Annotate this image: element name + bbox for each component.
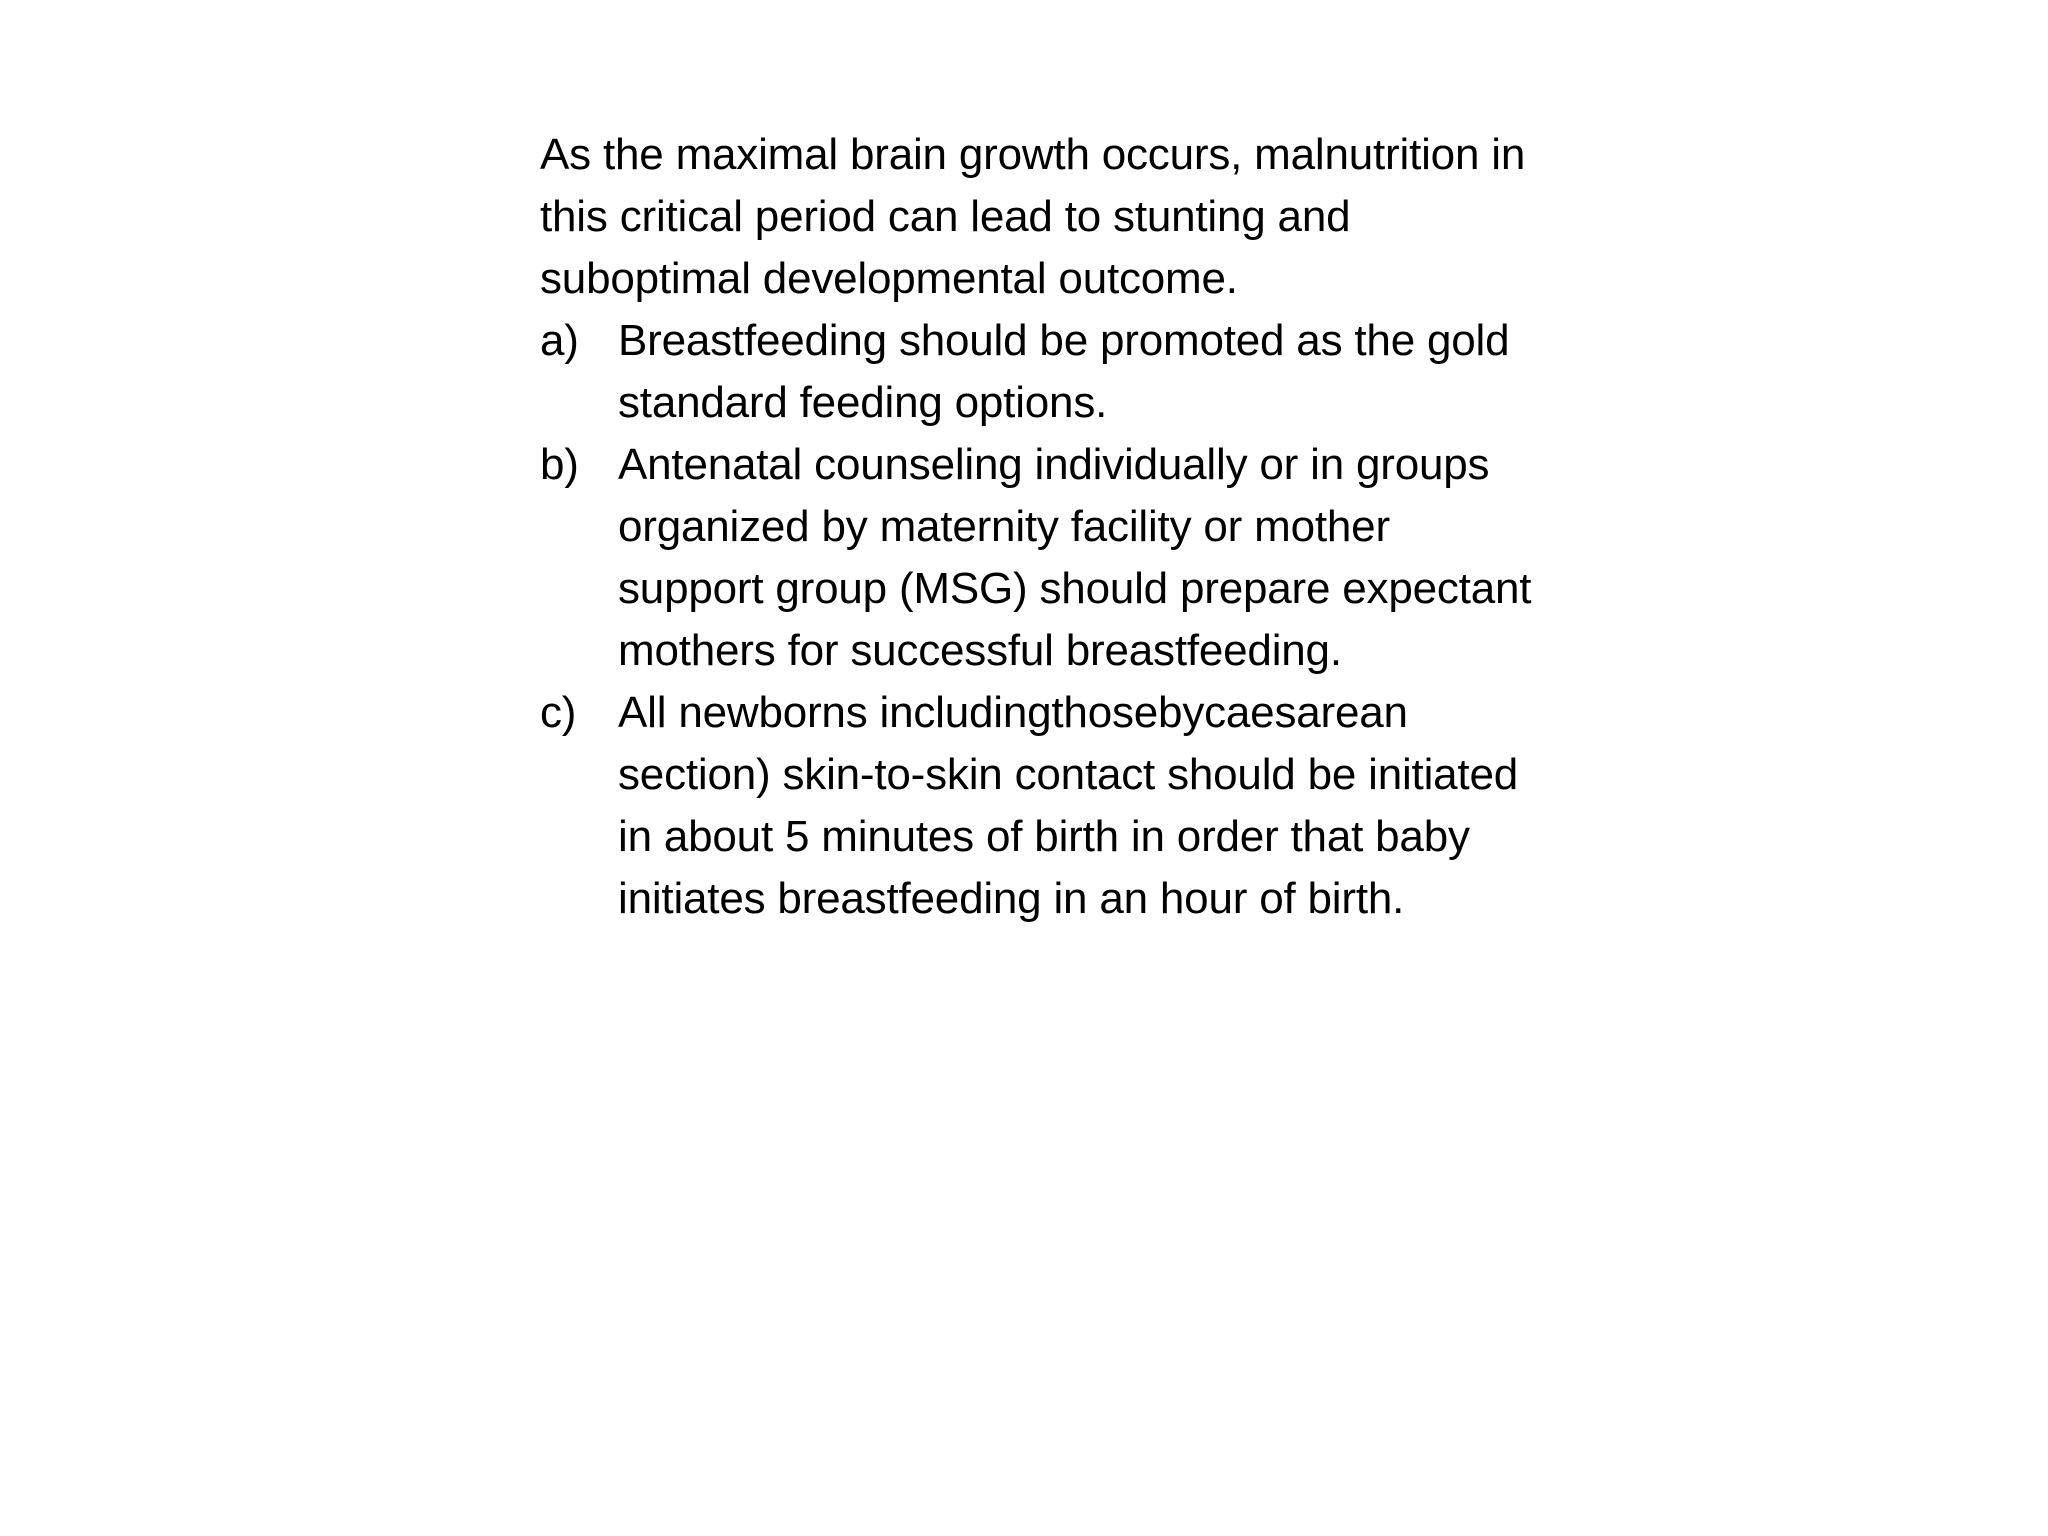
list-item-a xyxy=(540,310,1540,434)
list-item-text: All newborns includingthosebycaesarean section) skin-to-skin contact should be initiated in about 5 minutes of birth in order that baby initiates breastfeeding in an hour of birth. xyxy=(618,688,1518,923)
lettered-list xyxy=(540,310,1540,930)
list-marker: b) xyxy=(540,440,579,489)
list-item-b xyxy=(540,434,1540,682)
list-item-text: Breastfeeding should be promoted as the gold standard feeding options. xyxy=(618,316,1510,427)
list-item-text: Antenatal counseling individually or in groups organized by maternity facility or mother support group (MSG) should prepare expectant mothers for successful breastfeeding. xyxy=(618,440,1532,675)
list-marker: a) xyxy=(540,316,579,365)
list-item-c xyxy=(540,682,1540,930)
intro-paragraph: As the maximal brain growth occurs, malnutrition in this critical period can lead to stunting and suboptimal developmental outcome. xyxy=(540,130,1526,303)
text-body xyxy=(540,124,1540,930)
list-marker: c) xyxy=(540,688,577,737)
